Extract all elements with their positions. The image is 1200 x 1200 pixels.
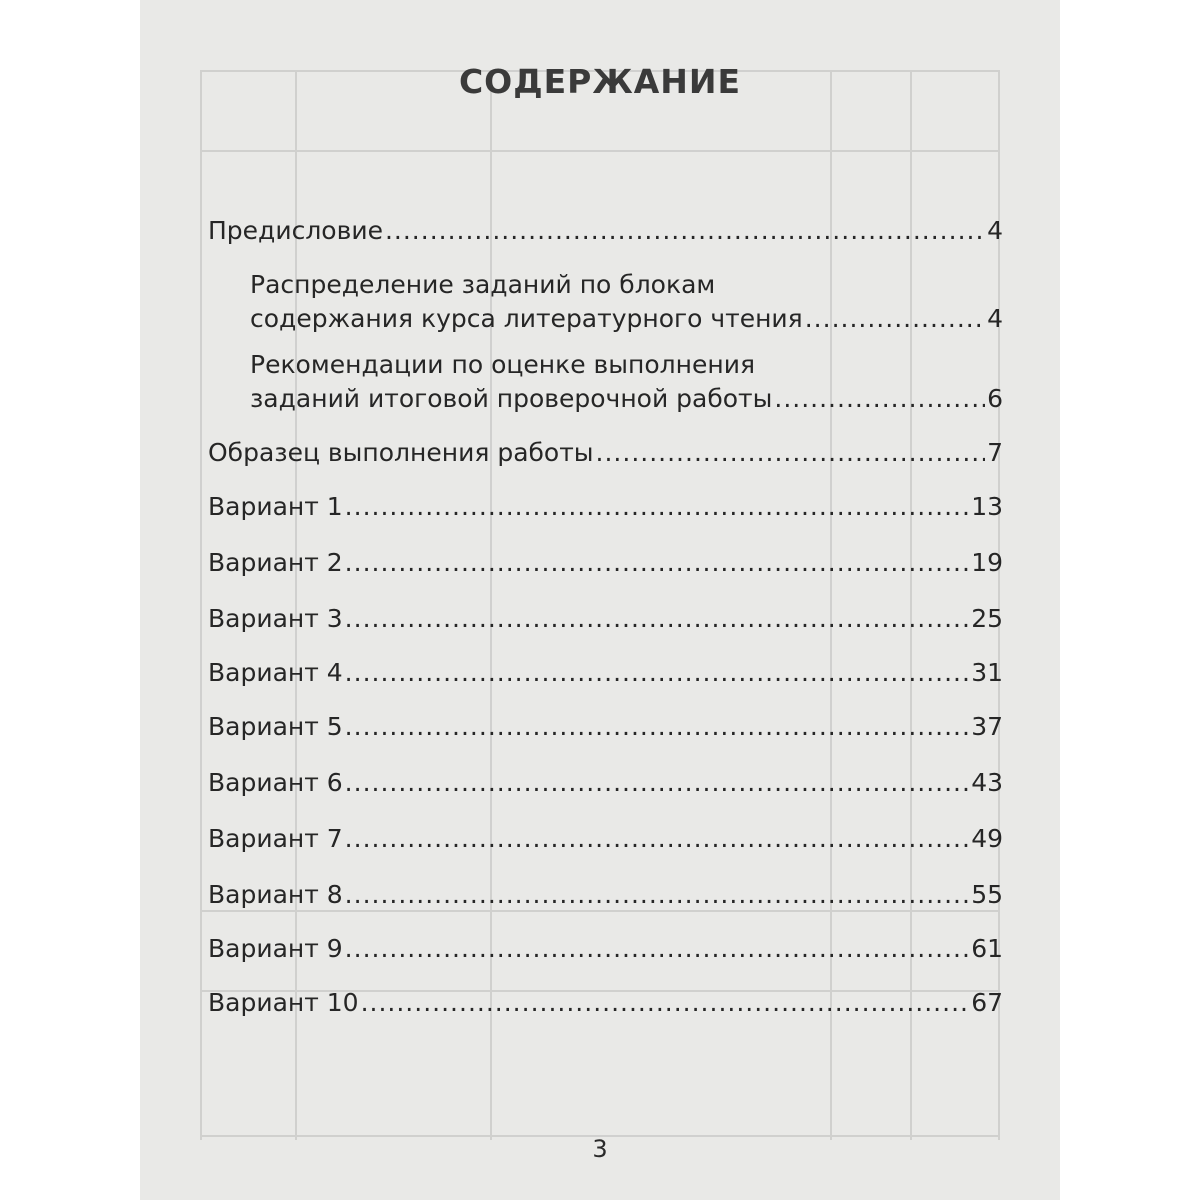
toc-entry-variant-2[interactable]: [208, 546, 1003, 580]
toc-entry-page: 31: [971, 658, 1003, 687]
toc-entry-variant-10[interactable]: [208, 986, 1003, 1020]
toc-entry-label: Образец выполнения работы: [208, 438, 594, 467]
toc-leader-dots: [385, 214, 985, 248]
toc-entry-label: Рекомендации по оценке выполнения: [250, 350, 756, 379]
toc-leader-dots: [805, 302, 985, 336]
toc-entry-label: Вариант 8: [208, 880, 343, 909]
toc-entry-page: 7: [987, 438, 1003, 467]
toc-leader-dots: [774, 382, 985, 416]
toc-entry-label: Вариант 1: [208, 492, 343, 521]
toc-entry-page: 55: [971, 880, 1003, 909]
toc-entry-label: заданий итоговой проверочной работы: [250, 384, 773, 413]
toc-entry-page: 4: [987, 304, 1003, 333]
toc-entry-label: Предисловие: [208, 216, 383, 245]
toc-entry-label: Вариант 2: [208, 548, 343, 577]
toc-leader-dots: [345, 822, 970, 856]
toc-entry-page: 37: [971, 712, 1003, 741]
toc-entry-variant-9[interactable]: [208, 932, 1003, 966]
toc-entry-recommendations[interactable]: [208, 348, 1003, 416]
toc-entry-label: Вариант 7: [208, 824, 343, 853]
toc-entry-label: Вариант 6: [208, 768, 343, 797]
toc-entry-variant-5[interactable]: [208, 710, 1003, 744]
toc-entry-page: 61: [971, 934, 1003, 963]
toc-entry-label: Вариант 10: [208, 988, 359, 1017]
toc-entry-page: 4: [987, 216, 1003, 245]
toc-entry-preface[interactable]: [208, 214, 1003, 248]
toc-leader-dots: [596, 436, 986, 470]
toc-entry-variant-7[interactable]: [208, 822, 1003, 856]
page-title: СОДЕРЖАНИЕ: [458, 62, 742, 101]
toc-leader-dots: [345, 932, 970, 966]
toc-entry-label: Вариант 9: [208, 934, 343, 963]
toc-entry-label: содержания курса литературного чтения: [250, 304, 803, 333]
toc-leader-dots: [345, 656, 970, 690]
toc-entry-page: 67: [971, 988, 1003, 1017]
toc-entry-page: 25: [971, 604, 1003, 633]
toc-entry-page: 6: [987, 384, 1003, 413]
toc-leader-dots: [361, 986, 970, 1020]
toc-leader-dots: [345, 766, 970, 800]
toc-entry-variant-3[interactable]: [208, 602, 1003, 636]
toc-entry-label: Распределение заданий по блокам: [250, 270, 716, 299]
toc-entry-variant-6[interactable]: [208, 766, 1003, 800]
toc-entry-variant-1[interactable]: [208, 490, 1003, 524]
toc-leader-dots: [345, 546, 970, 580]
toc-entry-variant-4[interactable]: [208, 656, 1003, 690]
toc-entry-label: Вариант 3: [208, 604, 343, 633]
toc-entry-task-distribution[interactable]: [208, 268, 1003, 336]
toc-leader-dots: [345, 710, 970, 744]
toc-entry-page: 49: [971, 824, 1003, 853]
book-page: [140, 0, 1060, 1200]
page-number: 3: [592, 1135, 608, 1163]
toc-entry-page: 43: [971, 768, 1003, 797]
toc-entry-page: 19: [971, 548, 1003, 577]
toc-leader-dots: [345, 602, 970, 636]
toc-entry-label: Вариант 5: [208, 712, 343, 741]
toc-entry-variant-8[interactable]: [208, 878, 1003, 912]
toc-entry-sample[interactable]: [208, 436, 1003, 470]
toc-leader-dots: [345, 490, 970, 524]
toc-entry-page: 13: [971, 492, 1003, 521]
toc-leader-dots: [345, 878, 970, 912]
toc-entry-label: Вариант 4: [208, 658, 343, 687]
